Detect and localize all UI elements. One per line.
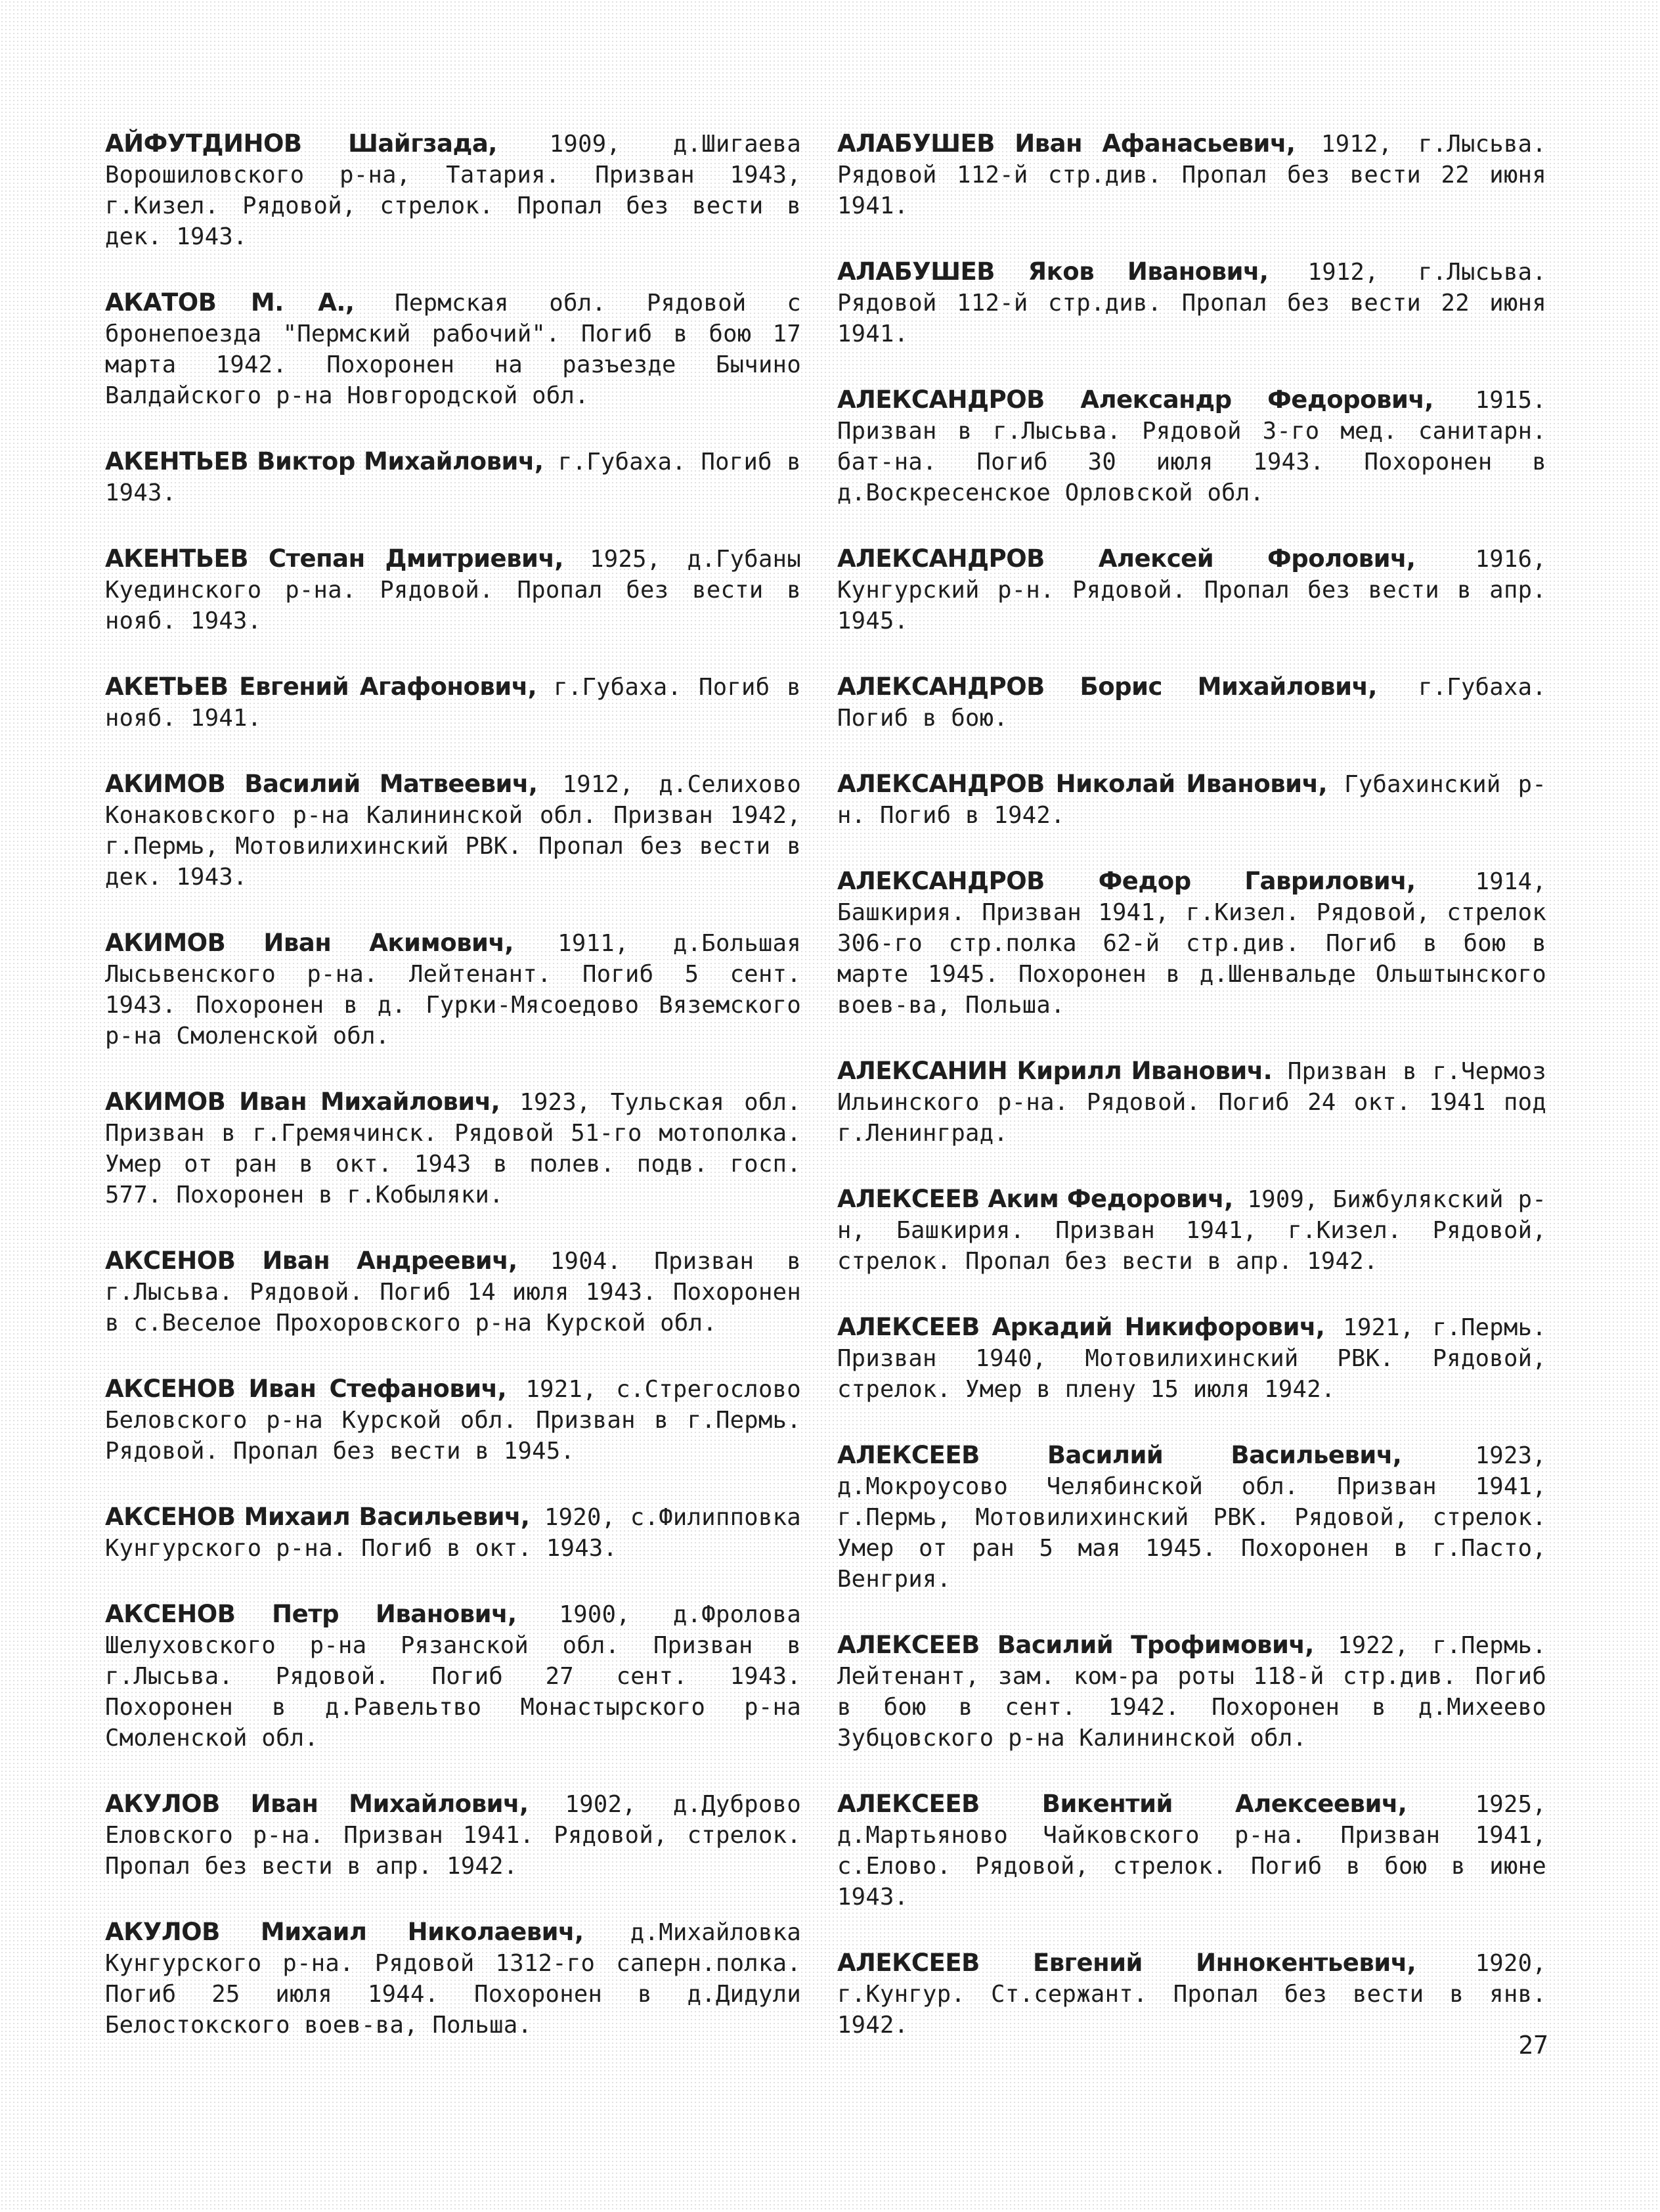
entry <box>837 1629 1546 1754</box>
entry-text: 1914, Башкирия. Призван 1941, г.Кизел. Рядовой, стрелок 306-го стр.полка 62-й стр.див. Погиб в бою в марте 1945. Похоронен в д.Шенвальде Ольштынского воев-ва, Польша. <box>837 868 1547 1019</box>
entry-name: АКЕНТЬЕВ Виктор Михайлович, <box>105 447 544 476</box>
entry <box>105 1086 801 1210</box>
entry-text: г.Губаха. Погиб в бою. <box>837 674 1546 732</box>
entry-name: АКУЛОВ Михаил Николаевич, <box>105 1918 584 1946</box>
entry-text: 1909, Бижбулякский р-н, Башкирия. Призван 1941, г.Кизел. Рядовой, стрелок. Пропал без вести в апр. 1942. <box>837 1186 1546 1275</box>
entry <box>105 768 801 893</box>
entry-text: 1912, г.Лысьва. Рядовой 112-й стр.див. Пропал без вести 22 июня 1941. <box>837 131 1547 219</box>
entry-text: 1912, д.Селихово Конаковского р-на Калининской обл. Призван 1942, г.Пермь, Мотовилихинский РВК. Пропал без вести в дек. 1943. <box>105 771 801 891</box>
entry-name: АЛАБУШЕВ Яков Иванович, <box>837 257 1269 286</box>
entry-name: АЛЕКСАНДРОВ Алексей Фролович, <box>837 544 1416 573</box>
entry <box>837 384 1546 508</box>
entry <box>837 1440 1546 1595</box>
entry-name: АЛЕКСЕЕВ Евгений Иннокентьевич, <box>837 1949 1416 1977</box>
entry <box>105 446 801 508</box>
entry <box>837 1312 1546 1405</box>
entry-text: 1920, с.Филипповка Кунгурского р-на. Погиб в окт. 1943. <box>105 1504 801 1562</box>
entry <box>837 768 1546 831</box>
entry-name: АЛЕКСАНДРОВ Федор Гаврилович, <box>837 867 1416 895</box>
entry-name: АКСЕНОВ Петр Иванович, <box>105 1600 517 1628</box>
entry <box>837 1788 1546 1913</box>
entry-name: АКСЕНОВ Михаил Васильевич, <box>105 1503 530 1531</box>
entry-text: 1923, Тульская обл. Призван в г.Гремячинск. Рядовой 51-го мотополка. Умер от ран в окт. 1943 в полев. подв. госп. 577. Похоронен в г.Кобыляки. <box>105 1089 801 1208</box>
entry <box>837 866 1546 1021</box>
entry-text: 1922, г.Пермь. Лейтенант, зам. ком-ра роты 118-й стр.див. Погиб в бою в сент. 1942. Похоронен в д.Михеево Зубцовского р-на Калининской обл. <box>837 1632 1546 1752</box>
entry-text: 1916, Кунгурский р-н. Рядовой. Пропал без вести в апр. 1945. <box>837 546 1546 634</box>
entry-name: АКИМОВ Иван Михайлович, <box>105 1088 500 1116</box>
entry-name: АЛЕКСАНДРОВ Борис Михайлович, <box>837 673 1377 701</box>
entry-text: 1909, д.Шигаева Ворошиловского р-на, Татария. Призван 1943, г.Кизел. Рядовой, стрелок. Пропал без вести в дек. 1943. <box>105 131 801 250</box>
entry-name: АЙФУТДИНОВ Шайгзада, <box>105 129 497 158</box>
entry <box>837 1183 1546 1277</box>
entry-name: АЛЕКСАНДРОВ Николай Иванович, <box>837 770 1328 798</box>
entry-text: 1912, г.Лысьва. Рядовой 112-й стр.див. Пропал без вести 22 июня 1941. <box>837 259 1546 347</box>
entry-text: г.Губаха. Погиб в нояб. 1941. <box>105 674 801 732</box>
entry-name: АКСЕНОВ Иван Андреевич, <box>105 1247 517 1275</box>
entry-text: 1902, д.Дуброво Еловского р-на. Призван 1941. Рядовой, стрелок. Пропал без вести в апр. 1942. <box>105 1791 801 1880</box>
entry <box>105 1916 801 2041</box>
entry-name: АЛЕКСЕЕВ Аркадий Никифорович, <box>837 1313 1325 1341</box>
entry <box>105 128 801 252</box>
entry-name: АЛЕКСАНДРОВ Александр Федорович, <box>837 386 1433 414</box>
entry <box>105 1599 801 1754</box>
entry-name: АКАТОВ М. А., <box>105 288 355 317</box>
entry <box>837 671 1546 734</box>
entry-text: 1925, д.Мартьяново Чайковского р-на. Призван 1941, с.Елово. Рядовой, стрелок. Погиб в бою в июне 1943. <box>837 1791 1546 1911</box>
entry <box>837 256 1546 349</box>
entry-text: 1921, с.Стрегослово Беловского р-на Курской обл. Призван в г.Пермь. Рядовой. Пропал без вести в 1945. <box>105 1376 801 1465</box>
entry-name: АКИМОВ Иван Акимович, <box>105 929 513 957</box>
entry <box>105 1501 801 1564</box>
entry-name: АЛАБУШЕВ Иван Афанасьевич, <box>837 129 1296 158</box>
entry-name: АЛЕКСЕЕВ Василий Трофимович, <box>837 1631 1314 1659</box>
entry-name: АКУЛОВ Иван Михайлович, <box>105 1790 529 1818</box>
entry <box>105 543 801 636</box>
entry-text: 1920, г.Кунгур. Ст.сержант. Пропал без вести в янв. 1942. <box>837 1950 1546 2039</box>
entry <box>105 671 801 734</box>
entry-text: 1915. Призван в г.Лысьва. Рядовой 3-го мед. санитарн. бат-на. Погиб 30 июля 1943. Похоронен в д.Воскресенское Орловской обл. <box>837 387 1546 506</box>
entry <box>837 1055 1546 1149</box>
entry-name: АКИМОВ Василий Матвеевич, <box>105 770 538 798</box>
entry-text: 1925, д.Губаны Куединского р-на. Рядовой. Пропал без вести в нояб. 1943. <box>105 546 801 634</box>
entry-text: 1911, д.Большая Лысьвенского р-на. Лейтенант. Погиб 5 сент. 1943. Похоронен в д. Гурки-Мясоедово Вяземского р-на Смоленской обл. <box>105 930 802 1050</box>
entry-text: д.Михайловка Кунгурского р-на. Рядовой 1312-го саперн.полка. Погиб 25 июля 1944. Похоронен в д.Дидули Белостокского воев-ва, Польша. <box>105 1919 801 2039</box>
entry-name: АЛЕКСЕЕВ Викентий Алексеевич, <box>837 1790 1407 1818</box>
entry <box>837 128 1546 221</box>
page-number: 27 <box>1518 2031 1548 2060</box>
entry <box>105 1788 801 1882</box>
entry <box>105 1373 801 1467</box>
entry-name: АЛЕКСЕЕВ Аким Федорович, <box>837 1185 1233 1213</box>
entry-text: 1921, г.Пермь. Призван 1940, Мотовилихинский РВК. Рядовой, стрелок. Умер в плену 15 июля 1942. <box>837 1314 1546 1403</box>
entry-text: 1923, д.Мокроусово Челябинской обл. Призван 1941, г.Пермь, Мотовилихинский РВК. Рядовой, стрелок. Умер от ран 5 мая 1945. Похоронен в г.Пасто, Венгрия. <box>837 1442 1546 1593</box>
entry <box>105 287 801 411</box>
entry <box>837 1947 1546 2041</box>
entry-name: АЛЕКСАНИН Кирилл Иванович. <box>837 1057 1273 1085</box>
entry-text: г.Губаха. Погиб в 1943. <box>105 449 801 506</box>
entry-text: 1900, д.Фролова Шелуховского р-на Рязанской обл. Призван в г.Лысьва. Рядовой. Погиб 27 сент. 1943. Похоронен в д.Равельтво Монастырского р-на Смоленской обл. <box>105 1601 802 1752</box>
entry-text: Губахинский р-н. Погиб в 1942. <box>837 771 1547 829</box>
entry-text: 1904. Призван в г.Лысьва. Рядовой. Погиб 14 июля 1943. Похоронен в с.Веселое Прохоровского р-на Курской обл. <box>105 1248 801 1337</box>
entry-name: АКСЕНОВ Иван Стефанович, <box>105 1375 507 1403</box>
left-column <box>105 128 801 2075</box>
entry-text: Призван в г.Чермоз Ильинского р-на. Рядовой. Погиб 24 окт. 1941 под г.Ленинград. <box>837 1058 1546 1147</box>
right-column <box>837 128 1546 2075</box>
entry-name: АКЕТЬЕВ Евгений Агафонович, <box>105 673 537 701</box>
entry <box>105 1245 801 1338</box>
entry <box>105 927 801 1051</box>
entry-name: АКЕНТЬЕВ Степан Дмитриевич, <box>105 544 563 573</box>
entry-name: АЛЕКСЕЕВ Василий Васильевич, <box>837 1441 1402 1469</box>
entry-text: Пермская обл. Рядовой с бронепоезда "Пермский рабочий". Погиб в бою 17 марта 1942. Похоронен на разъезде Бычино Валдайского р-на Новгородской обл. <box>105 290 801 409</box>
entry <box>837 543 1546 636</box>
